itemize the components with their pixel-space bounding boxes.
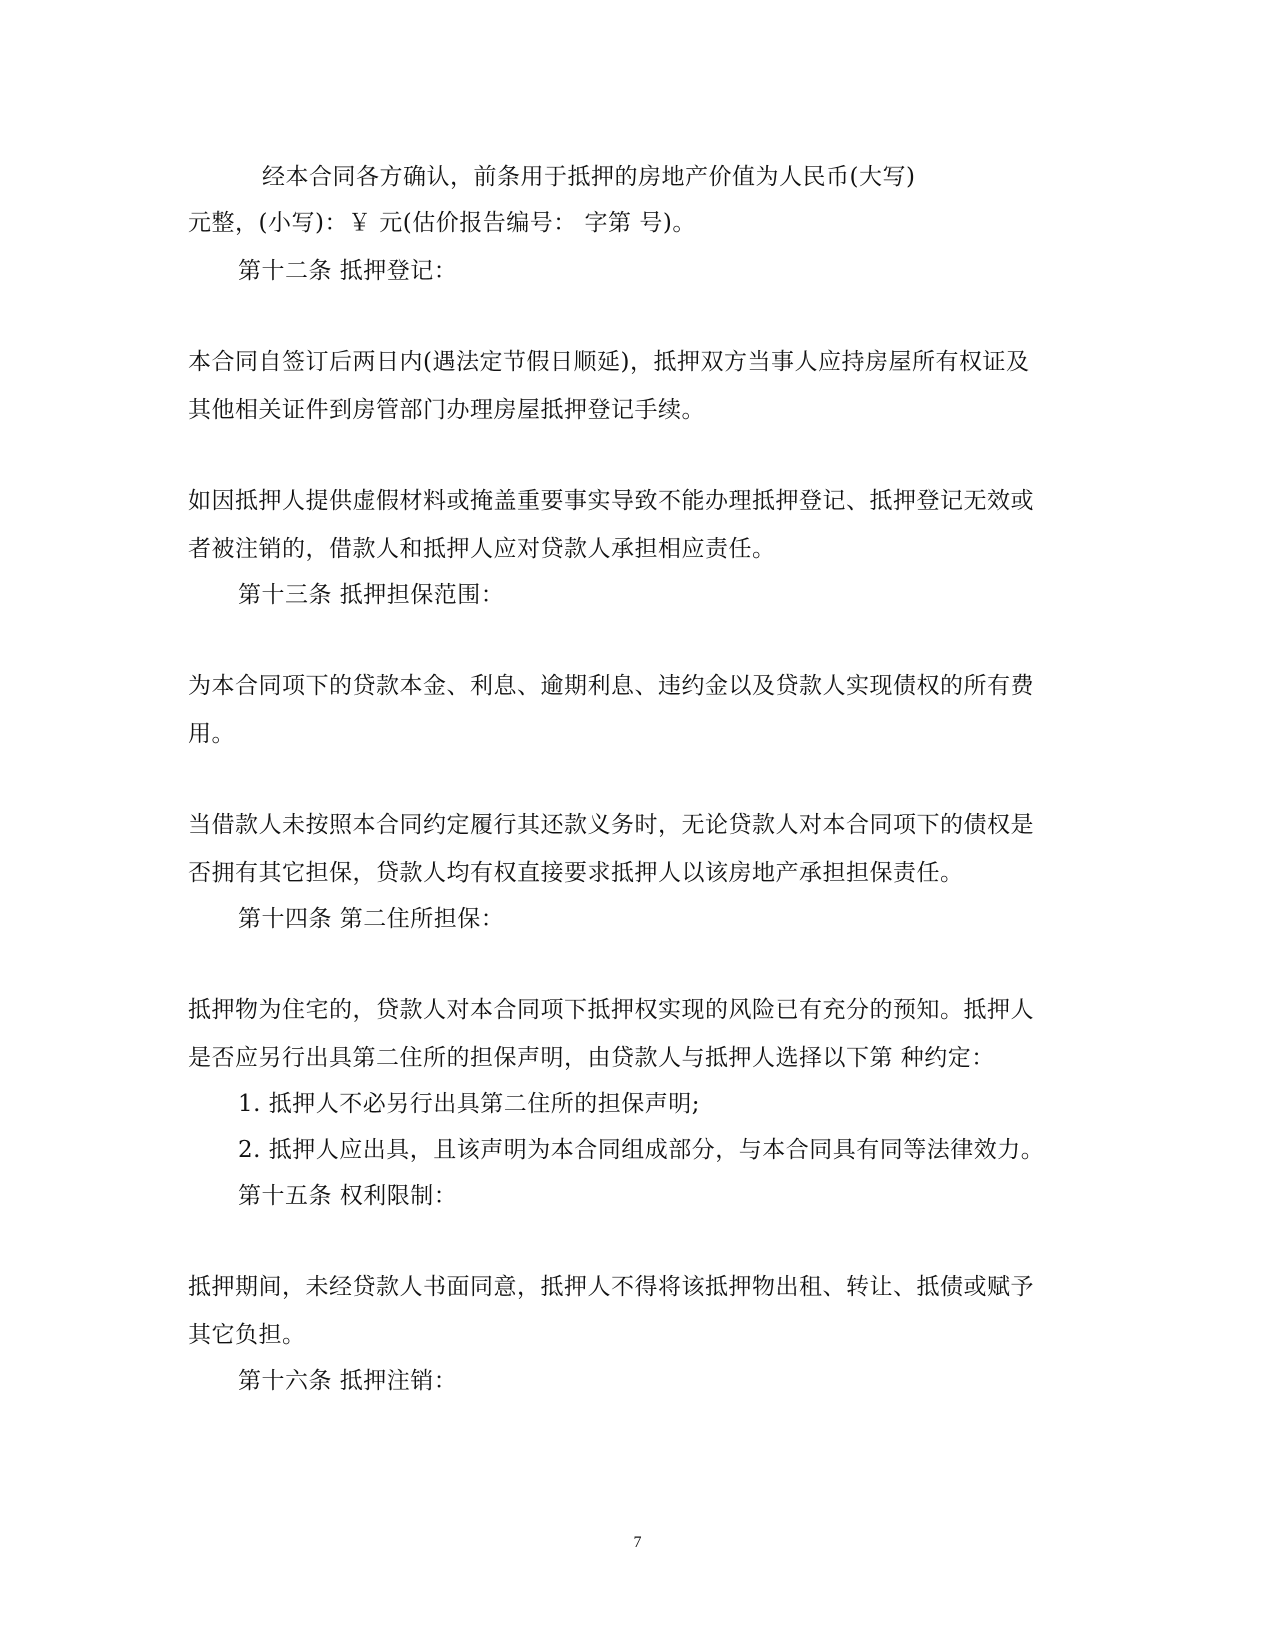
- article-14-heading: 第十四条 第二住所担保：: [238, 906, 505, 932]
- paragraph-residence-cont: 是否应另行出具第二住所的担保声明，由贷款人与抵押人选择以下第 种约定：: [188, 1045, 995, 1071]
- option-2: 2. 抵押人应出具，且该声明为本合同组成部分，与本合同具有同等法律效力。: [238, 1137, 1045, 1163]
- article-12-heading: 第十二条 抵押登记：: [238, 258, 458, 284]
- paragraph-default: 当借款人未按照本合同约定履行其还款义务时，无论贷款人对本合同项下的债权是: [188, 812, 1034, 838]
- article-13-heading: 第十三条 抵押担保范围：: [238, 582, 505, 608]
- article-15-heading: 第十五条 权利限制：: [238, 1183, 458, 1209]
- option-1: 1. 抵押人不必另行出具第二住所的担保声明;: [238, 1091, 701, 1117]
- paragraph-default-cont: 否拥有其它担保，贷款人均有权直接要求抵押人以该房地产承担担保责任。: [188, 860, 964, 886]
- paragraph-restriction: 抵押期间，未经贷款人书面同意，抵押人不得将该抵押物出租、转让、抵债或赋予: [188, 1274, 1034, 1300]
- article-16-heading: 第十六条 抵押注销：: [238, 1368, 458, 1394]
- paragraph-liability-cont: 者被注销的，借款人和抵押人应对贷款人承担相应责任。: [188, 536, 776, 562]
- paragraph-property-value: 经本合同各方确认，前条用于抵押的房地产价值为人民币(大写): [262, 164, 916, 190]
- paragraph-liability: 如因抵押人提供虚假材料或掩盖重要事实导致不能办理抵押登记、抵押登记无效或: [188, 488, 1034, 514]
- paragraph-scope: 为本合同项下的贷款本金、利息、逾期利息、违约金以及贷款人实现债权的所有费: [188, 673, 1034, 699]
- page-number: 7: [633, 1534, 642, 1551]
- paragraph-property-value-cont: 元整，(小写)：￥ 元(估价报告编号： 字第 号)。: [188, 210, 696, 236]
- paragraph-restriction-cont: 其它负担。: [188, 1322, 306, 1348]
- paragraph-residence: 抵押物为住宅的，贷款人对本合同项下抵押权实现的风险已有充分的预知。抵押人: [188, 997, 1034, 1023]
- paragraph-scope-cont: 用。: [188, 721, 235, 747]
- paragraph-registration: 本合同自签订后两日内(遇法定节假日顺延)，抵押双方当事人应持房屋所有权证及: [188, 349, 1030, 375]
- paragraph-registration-cont: 其他相关证件到房管部门办理房屋抵押登记手续。: [188, 397, 705, 423]
